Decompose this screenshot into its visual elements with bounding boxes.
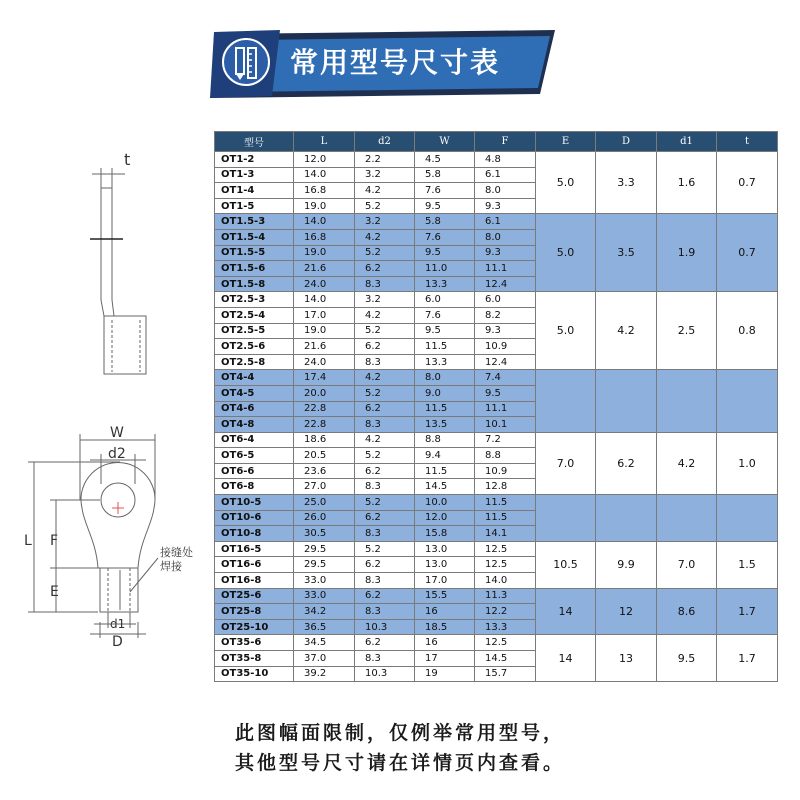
model-cell: OT2.5-4 (215, 307, 294, 323)
table-cell: 27.0 (294, 479, 355, 495)
table-cell: 4.5 (415, 152, 475, 168)
merged-cell-d (596, 370, 657, 432)
dim-label-d: D (112, 634, 123, 650)
dim-label-e: E (50, 584, 59, 600)
table-cell: 26.0 (294, 510, 355, 526)
table-cell: 4.2 (355, 432, 415, 448)
model-cell: OT35-6 (215, 635, 294, 651)
table-cell: 12.0 (294, 152, 355, 168)
table-cell: 9.5 (415, 245, 475, 261)
spec-table-body (215, 152, 778, 682)
table-cell: 9.0 (415, 385, 475, 401)
ruler-pencil-icon (220, 36, 272, 88)
model-cell: OT25-6 (215, 588, 294, 604)
table-cell: 29.5 (294, 557, 355, 573)
table-row (215, 214, 778, 230)
table-cell: 7.6 (415, 229, 475, 245)
table-cell: 8.0 (475, 229, 536, 245)
table-row (215, 152, 778, 168)
table-cell: 9.4 (415, 448, 475, 464)
model-cell: OT1.5-3 (215, 214, 294, 230)
table-cell: 7.2 (475, 432, 536, 448)
table-cell: 11.0 (415, 261, 475, 277)
table-row (215, 541, 778, 557)
dim-label-w: W (110, 425, 124, 441)
table-cell: 7.4 (475, 370, 536, 386)
table-cell: 36.5 (294, 619, 355, 635)
table-cell: 13.3 (475, 619, 536, 635)
model-cell: OT4-4 (215, 370, 294, 386)
title-banner (210, 28, 555, 98)
merged-cell-d1 (657, 495, 717, 542)
merged-cell-d1: 1.6 (657, 152, 717, 214)
table-cell: 8.8 (475, 448, 536, 464)
model-cell: OT4-6 (215, 401, 294, 417)
table-cell: 8.3 (355, 417, 415, 433)
table-cell: 21.6 (294, 339, 355, 355)
table-cell: 13.3 (415, 354, 475, 370)
table-cell: 8.3 (355, 276, 415, 292)
table-cell: 14.5 (475, 651, 536, 667)
table-cell: 13.0 (415, 541, 475, 557)
table-header-row (215, 132, 778, 152)
merged-cell-d: 3.3 (596, 152, 657, 214)
table-cell: 11.5 (415, 401, 475, 417)
table-cell: 13.0 (415, 557, 475, 573)
merged-cell-t: 1.7 (717, 635, 778, 682)
table-cell: 6.2 (355, 339, 415, 355)
seam-label-line1: 接缝处 (160, 546, 193, 559)
table-cell: 5.2 (355, 448, 415, 464)
table-row (215, 635, 778, 651)
table-cell: 11.5 (415, 463, 475, 479)
table-cell: 5.8 (415, 167, 475, 183)
merged-cell-e: 14 (536, 635, 596, 682)
table-row (215, 432, 778, 448)
table-cell: 34.2 (294, 604, 355, 620)
table-cell: 10.3 (355, 666, 415, 682)
merged-cell-e (536, 370, 596, 432)
table-cell: 11.1 (475, 261, 536, 277)
note-line-1: 此图幅面限制，仅例举常用型号， (234, 722, 565, 744)
table-cell: 3.2 (355, 214, 415, 230)
model-cell: OT25-10 (215, 619, 294, 635)
terminal-dimension-drawing (0, 140, 215, 660)
merged-cell-t: 0.7 (717, 214, 778, 292)
table-cell: 8.3 (355, 354, 415, 370)
table-cell: 33.0 (294, 573, 355, 589)
table-cell: 8.8 (415, 432, 475, 448)
model-cell: OT4-8 (215, 417, 294, 433)
table-cell: 9.3 (475, 198, 536, 214)
table-cell: 16 (415, 635, 475, 651)
merged-cell-e: 7.0 (536, 432, 596, 494)
model-cell: OT16-8 (215, 573, 294, 589)
table-cell: 17.4 (294, 370, 355, 386)
table-cell: 6.1 (475, 214, 536, 230)
model-cell: OT16-6 (215, 557, 294, 573)
table-cell: 24.0 (294, 354, 355, 370)
table-cell: 34.5 (294, 635, 355, 651)
table-cell: 4.2 (355, 229, 415, 245)
note-line-2: 其他型号尺寸请在详情页内查看。 (234, 752, 565, 774)
table-cell: 12.8 (475, 479, 536, 495)
table-cell: 8.3 (355, 526, 415, 542)
table-cell: 15.7 (475, 666, 536, 682)
merged-cell-d: 12 (596, 588, 657, 635)
table-cell: 20.5 (294, 448, 355, 464)
table-cell: 12.5 (475, 557, 536, 573)
table-cell: 10.9 (475, 463, 536, 479)
banner-title: 常用型号尺寸表 (290, 46, 501, 79)
merged-cell-t: 1.7 (717, 588, 778, 635)
dim-label-l: L (24, 533, 32, 549)
table-cell: 3.2 (355, 292, 415, 308)
table-cell: 9.5 (415, 323, 475, 339)
table-row (215, 588, 778, 604)
merged-cell-d: 6.2 (596, 432, 657, 494)
merged-cell-t: 1.5 (717, 541, 778, 588)
merged-cell-d: 13 (596, 635, 657, 682)
col-header-d: D (596, 132, 657, 152)
table-cell: 17.0 (294, 307, 355, 323)
table-cell: 18.5 (415, 619, 475, 635)
table-cell: 12.5 (475, 541, 536, 557)
table-cell: 14.0 (294, 167, 355, 183)
table-cell: 6.2 (355, 463, 415, 479)
merged-cell-d (596, 495, 657, 542)
table-cell: 30.5 (294, 526, 355, 542)
table-cell: 14.1 (475, 526, 536, 542)
model-cell: OT10-6 (215, 510, 294, 526)
table-cell: 5.2 (355, 323, 415, 339)
table-row (215, 370, 778, 386)
table-cell: 8.3 (355, 479, 415, 495)
table-cell: 6.2 (355, 510, 415, 526)
table-cell: 16.8 (294, 183, 355, 199)
table-cell: 12.0 (415, 510, 475, 526)
merged-cell-d1: 4.2 (657, 432, 717, 494)
model-cell: OT35-8 (215, 651, 294, 667)
table-cell: 6.2 (355, 401, 415, 417)
table-cell: 22.8 (294, 401, 355, 417)
model-cell: OT1-5 (215, 198, 294, 214)
col-header-e: E (536, 132, 596, 152)
model-cell: OT16-5 (215, 541, 294, 557)
table-cell: 18.6 (294, 432, 355, 448)
table-cell: 8.3 (355, 651, 415, 667)
model-cell: OT1-3 (215, 167, 294, 183)
table-cell: 39.2 (294, 666, 355, 682)
merged-cell-e: 5.0 (536, 214, 596, 292)
merged-cell-e (536, 495, 596, 542)
table-cell: 8.0 (475, 183, 536, 199)
table-cell: 9.5 (415, 198, 475, 214)
merged-cell-d1: 1.9 (657, 214, 717, 292)
dim-label-d2: d2 (108, 446, 126, 462)
model-cell: OT6-6 (215, 463, 294, 479)
merged-cell-t (717, 495, 778, 542)
table-cell: 22.8 (294, 417, 355, 433)
table-cell: 6.1 (475, 167, 536, 183)
col-header-f: F (475, 132, 536, 152)
table-cell: 4.2 (355, 370, 415, 386)
table-cell: 37.0 (294, 651, 355, 667)
table-cell: 12.4 (475, 276, 536, 292)
col-header-d2: d2 (355, 132, 415, 152)
table-cell: 6.0 (475, 292, 536, 308)
table-cell: 13.5 (415, 417, 475, 433)
model-cell: OT1.5-4 (215, 229, 294, 245)
merged-cell-d1: 7.0 (657, 541, 717, 588)
table-cell: 8.3 (355, 604, 415, 620)
merged-cell-t: 0.8 (717, 292, 778, 370)
table-cell: 4.8 (475, 152, 536, 168)
model-cell: OT10-8 (215, 526, 294, 542)
table-cell: 12.2 (475, 604, 536, 620)
table-cell: 8.3 (355, 573, 415, 589)
model-cell: OT2.5-3 (215, 292, 294, 308)
table-cell: 9.5 (475, 385, 536, 401)
model-cell: OT2.5-8 (215, 354, 294, 370)
model-cell: OT10-5 (215, 495, 294, 511)
col-header-l: L (294, 132, 355, 152)
table-cell: 21.6 (294, 261, 355, 277)
model-cell: OT6-4 (215, 432, 294, 448)
table-cell: 33.0 (294, 588, 355, 604)
table-cell: 11.5 (475, 510, 536, 526)
table-cell: 16.8 (294, 229, 355, 245)
model-cell: OT1.5-8 (215, 276, 294, 292)
table-cell: 7.6 (415, 183, 475, 199)
dim-label-t: t (124, 150, 131, 169)
table-cell: 16 (415, 604, 475, 620)
table-cell: 5.8 (415, 214, 475, 230)
table-cell: 17 (415, 651, 475, 667)
table-cell: 11.3 (475, 588, 536, 604)
model-cell: OT1.5-6 (215, 261, 294, 277)
table-row (215, 292, 778, 308)
table-cell: 6.2 (355, 261, 415, 277)
table-cell: 15.8 (415, 526, 475, 542)
col-header-w: W (415, 132, 475, 152)
table-cell: 19 (415, 666, 475, 682)
table-cell: 8.2 (475, 307, 536, 323)
table-cell: 5.2 (355, 495, 415, 511)
table-cell: 19.0 (294, 323, 355, 339)
table-cell: 9.3 (475, 323, 536, 339)
model-cell: OT1-4 (215, 183, 294, 199)
table-cell: 24.0 (294, 276, 355, 292)
dim-label-f: F (50, 533, 59, 549)
table-row (215, 495, 778, 511)
model-cell: OT6-5 (215, 448, 294, 464)
table-cell: 3.2 (355, 167, 415, 183)
table-cell: 5.2 (355, 245, 415, 261)
table-cell: 11.5 (415, 339, 475, 355)
table-cell: 12.4 (475, 354, 536, 370)
table-cell: 13.3 (415, 276, 475, 292)
table-cell: 6.0 (415, 292, 475, 308)
dim-label-d1: d1 (110, 617, 126, 631)
col-header-t: t (717, 132, 778, 152)
table-cell: 10.1 (475, 417, 536, 433)
model-cell: OT2.5-6 (215, 339, 294, 355)
table-cell: 6.2 (355, 588, 415, 604)
table-cell: 5.2 (355, 385, 415, 401)
model-cell: OT2.5-5 (215, 323, 294, 339)
table-cell: 7.6 (415, 307, 475, 323)
table-cell: 8.0 (415, 370, 475, 386)
merged-cell-e: 5.0 (536, 152, 596, 214)
table-cell: 14.0 (294, 214, 355, 230)
merged-cell-t: 1.0 (717, 432, 778, 494)
table-cell: 14.0 (294, 292, 355, 308)
model-cell: OT35-10 (215, 666, 294, 682)
table-cell: 9.3 (475, 245, 536, 261)
table-cell: 5.2 (355, 198, 415, 214)
table-cell: 19.0 (294, 198, 355, 214)
merged-cell-e: 10.5 (536, 541, 596, 588)
table-cell: 20.0 (294, 385, 355, 401)
table-cell: 19.0 (294, 245, 355, 261)
spec-table (214, 131, 778, 682)
table-cell: 15.5 (415, 588, 475, 604)
col-header-d1: d1 (657, 132, 717, 152)
table-cell: 11.1 (475, 401, 536, 417)
table-cell: 25.0 (294, 495, 355, 511)
table-cell: 14.0 (475, 573, 536, 589)
table-cell: 12.5 (475, 635, 536, 651)
table-cell: 10.9 (475, 339, 536, 355)
table-cell: 4.2 (355, 307, 415, 323)
model-cell: OT6-8 (215, 479, 294, 495)
merged-cell-d1: 2.5 (657, 292, 717, 370)
model-cell: OT25-8 (215, 604, 294, 620)
table-cell: 5.2 (355, 541, 415, 557)
table-cell: 10.3 (355, 619, 415, 635)
table-cell: 6.2 (355, 635, 415, 651)
table-cell: 14.5 (415, 479, 475, 495)
col-header-model: 型号 (215, 132, 294, 152)
model-cell: OT1-2 (215, 152, 294, 168)
merged-cell-e: 5.0 (536, 292, 596, 370)
table-cell: 29.5 (294, 541, 355, 557)
table-cell: 6.2 (355, 557, 415, 573)
merged-cell-e: 14 (536, 588, 596, 635)
merged-cell-d1: 9.5 (657, 635, 717, 682)
model-cell: OT4-5 (215, 385, 294, 401)
merged-cell-d1: 8.6 (657, 588, 717, 635)
table-cell: 11.5 (475, 495, 536, 511)
merged-cell-d: 9.9 (596, 541, 657, 588)
merged-cell-t: 0.7 (717, 152, 778, 214)
merged-cell-t (717, 370, 778, 432)
table-cell: 4.2 (355, 183, 415, 199)
seam-label-line2: 焊接 (160, 560, 182, 573)
table-cell: 23.6 (294, 463, 355, 479)
merged-cell-d: 3.5 (596, 214, 657, 292)
table-cell: 2.2 (355, 152, 415, 168)
table-cell: 17.0 (415, 573, 475, 589)
merged-cell-d1 (657, 370, 717, 432)
merged-cell-d: 4.2 (596, 292, 657, 370)
table-cell: 10.0 (415, 495, 475, 511)
model-cell: OT1.5-5 (215, 245, 294, 261)
